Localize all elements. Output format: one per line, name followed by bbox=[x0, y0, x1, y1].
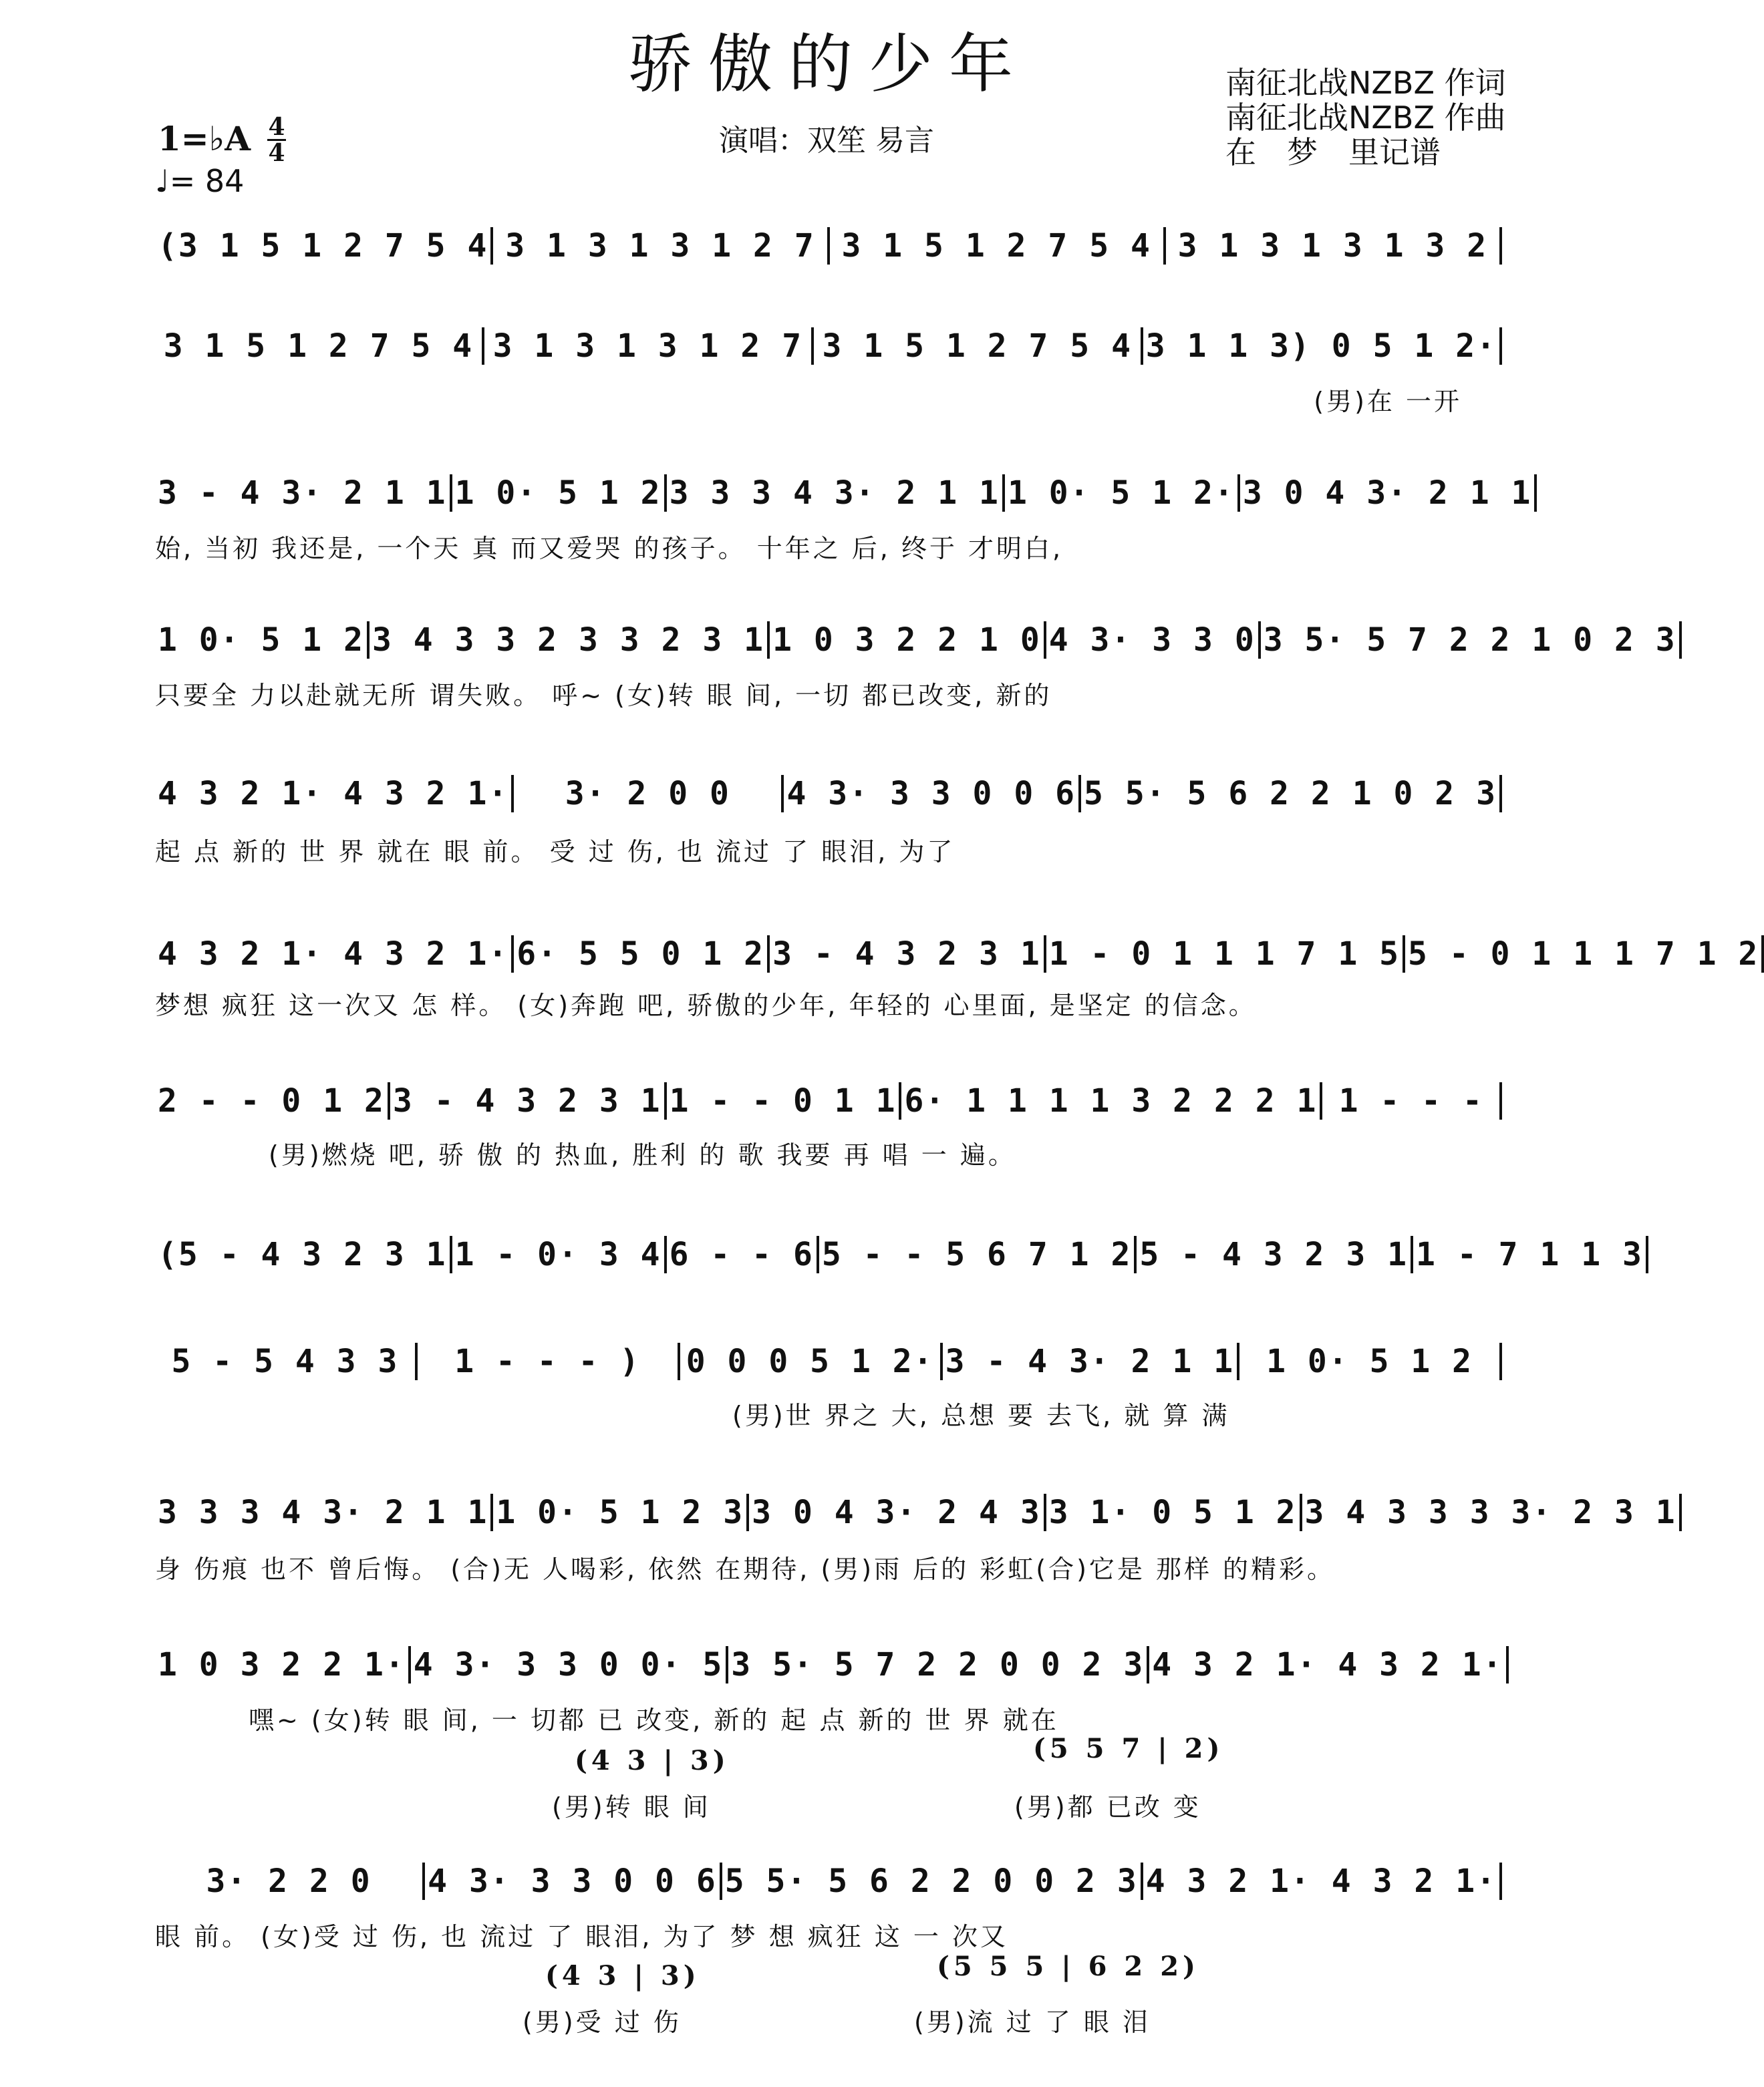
measure: 1 0· 5 1 2 bbox=[155, 621, 370, 659]
harmony-notes: (4 3 | 3) bbox=[545, 1960, 700, 1991]
staff-system-12 bbox=[155, 1863, 1502, 1900]
staff-system-8 bbox=[155, 1236, 1643, 1273]
lyricist-credit: 南征北战NZBZ 作词 bbox=[1225, 65, 1506, 101]
measure: 1 0 3 2 2 1 0 bbox=[770, 621, 1046, 659]
measure: 6· 5 5 0 1 2 bbox=[514, 935, 770, 973]
measure: 6 - - 6 bbox=[667, 1236, 819, 1273]
staff-system-4 bbox=[155, 621, 1676, 659]
measure: 4 3 2 1· 4 3 2 1· bbox=[1143, 1863, 1502, 1900]
measure: 3 3 3 4 3· 2 1 1 bbox=[155, 1494, 493, 1531]
lyric-line-11: 嘿~ (女)转 眼 间, 一 切都 已 改变, 新的 起 点 新的 世 界 就在 bbox=[249, 1706, 1059, 1735]
lyric-line-4: 只要全 力以赴就无所 谓失败。 呼~ (女)转 眼 间, 一切 都已改变, 新的 bbox=[155, 681, 1052, 710]
lyric-line-12: 眼 前。 (女)受 过 伤, 也 流过 了 眼泪, 为了 梦 想 疯狂 这 一 次又 bbox=[155, 1922, 1008, 1951]
measure: 4 3 2 1· 4 3 2 1· bbox=[155, 775, 514, 812]
measure: 5 - - 5 6 7 1 2 bbox=[819, 1236, 1137, 1273]
lyric-line-9: (男)世 界之 大, 总想 要 去飞, 就 算 满 bbox=[732, 1401, 1230, 1430]
staff-system-3 bbox=[155, 474, 1532, 512]
performers: 演唱：双笙 易言 bbox=[719, 124, 934, 158]
lyric-line-3: 始, 当初 我还是, 一个天 真 而又爱哭 的孩子。 十年之 后, 终于 才明白, bbox=[155, 534, 1064, 563]
tempo-marking: ♩= 84 bbox=[155, 163, 245, 199]
measure: 3 1 3 1 3 1 3 2 bbox=[1166, 227, 1502, 265]
measure: 3 0 4 3· 2 1 1 bbox=[1240, 474, 1537, 512]
measure: 3 - 4 3 2 3 1 bbox=[390, 1082, 667, 1120]
measure: 1 0 3 2 2 1· bbox=[155, 1646, 411, 1683]
measure: (3 1 5 1 2 7 5 4 bbox=[155, 227, 493, 265]
measure: 5 5· 5 6 2 2 0 0 2 3 bbox=[722, 1863, 1143, 1900]
measure: 3 4 3 3 2 3 3 2 3 1 bbox=[370, 621, 770, 659]
harmony-lyric: (男)受 过 伤 bbox=[523, 2008, 682, 2037]
measure: 4 3· 3 3 0 0· 5 bbox=[411, 1646, 728, 1683]
measure: 1 - 0 1 1 1 7 1 5 bbox=[1046, 935, 1405, 973]
measure: 6· 1 1 1 1 3 2 2 2 1 bbox=[901, 1082, 1322, 1120]
measure: 3 5· 5 7 2 2 1 0 2 3 bbox=[1261, 621, 1682, 659]
measure: 4 3· 3 3 0 0 6 bbox=[784, 775, 1081, 812]
staff-system-5 bbox=[155, 775, 1502, 812]
time-signature-top: 4 bbox=[268, 113, 285, 141]
harmony-lyric: (男)转 眼 间 bbox=[552, 1792, 711, 1822]
staff-system-11 bbox=[155, 1646, 1502, 1683]
lyric-line-2: (男)在 一开 bbox=[1314, 387, 1462, 416]
measure: 3 1 3 1 3 1 2 7 bbox=[493, 227, 829, 265]
lyric-line-7: (男)燃烧 吧, 骄 傲 的 热血, 胜利 的 歌 我要 再 唱 一 遍。 bbox=[269, 1140, 1016, 1170]
composer-credit: 南征北战NZBZ 作曲 bbox=[1225, 100, 1506, 136]
time-signature bbox=[267, 115, 286, 165]
transcriber-credit: 在 梦 里记谱 bbox=[1225, 134, 1441, 170]
measure: 1 - - - bbox=[1322, 1082, 1502, 1120]
lyric-line-5: 起 点 新的 世 界 就在 眼 前。 受 过 伤, 也 流过 了 眼泪, 为了 bbox=[155, 837, 956, 866]
measure: 3 - 4 3· 2 1 1 bbox=[155, 474, 452, 512]
measure: 3 1 1 3) 0 5 1 2· bbox=[1143, 327, 1502, 365]
measure: 1 0· 5 1 2 bbox=[1239, 1343, 1502, 1380]
measure: 5 - 4 3 2 3 1 bbox=[1137, 1236, 1413, 1273]
key-signature: 1=♭A bbox=[158, 119, 251, 158]
measure: (5 - 4 3 2 3 1 bbox=[155, 1236, 452, 1273]
measure: 3 1· 0 5 1 2 bbox=[1046, 1494, 1302, 1531]
measure: 4 3· 3 3 0 0 6 bbox=[425, 1863, 722, 1900]
measure: 4 3 2 1· 4 3 2 1· bbox=[155, 935, 514, 973]
lyric-line-10: 身 伤痕 也不 曾后悔。 (合)无 人喝彩, 依然 在期待, (男)雨 后的 彩虹(合)它是 那样 的精彩。 bbox=[155, 1555, 1336, 1584]
staff-system-2 bbox=[155, 327, 1502, 365]
measure: 3 0 4 3· 2 4 3 bbox=[749, 1494, 1046, 1531]
staff-system-7 bbox=[155, 1082, 1502, 1120]
staff-system-10 bbox=[155, 1494, 1676, 1531]
measure: 1 - 7 1 1 3 bbox=[1413, 1236, 1648, 1273]
measure: 4 3 2 1· 4 3 2 1· bbox=[1149, 1646, 1508, 1683]
measure: 2 - - 0 1 2 bbox=[155, 1082, 390, 1120]
song-title: 骄傲的少年 bbox=[628, 27, 1029, 102]
staff-system-9 bbox=[155, 1343, 1502, 1380]
measure: 5 - 5 4 3 3 bbox=[155, 1343, 418, 1380]
measure: 5 - 0 1 1 1 7 1 2 bbox=[1405, 935, 1764, 973]
lyric-line-6: 梦想 疯狂 这一次又 怎 样。 (女)奔跑 吧, 骄傲的少年, 年轻的 心里面, 是坚定 的信念。 bbox=[155, 991, 1257, 1020]
measure: 3· 2 0 0 bbox=[514, 775, 784, 812]
measure: 3 5· 5 7 2 2 0 0 2 3 bbox=[728, 1646, 1149, 1683]
measure: 3 - 4 3· 2 1 1 bbox=[943, 1343, 1240, 1380]
measure: 3 1 5 1 2 7 5 4 bbox=[155, 327, 484, 365]
measure: 1 - 0· 3 4 bbox=[452, 1236, 667, 1273]
measure: 3· 2 2 0 bbox=[155, 1863, 425, 1900]
harmony-notes: (5 5 5 | 6 2 2) bbox=[937, 1951, 1199, 1982]
measure: 3 1 3 1 3 1 2 7 bbox=[484, 327, 814, 365]
measure: 3 3 3 4 3· 2 1 1 bbox=[667, 474, 1005, 512]
harmony-notes: (5 5 7 | 2) bbox=[1033, 1733, 1224, 1764]
harmony-lyric: (男)都 已改 变 bbox=[1014, 1792, 1201, 1822]
harmony-lyric: (男)流 过 了 眼 泪 bbox=[914, 2008, 1151, 2037]
measure: 1 0· 5 1 2· bbox=[1005, 474, 1240, 512]
measure: 1 0· 5 1 2 bbox=[452, 474, 667, 512]
staff-system-6 bbox=[155, 935, 1759, 973]
time-signature-bottom: 4 bbox=[268, 139, 285, 167]
measure: 4 3· 3 3 0 bbox=[1046, 621, 1261, 659]
measure: 0 0 0 5 1 2· bbox=[680, 1343, 943, 1380]
measure: 3 1 5 1 2 7 5 4 bbox=[830, 227, 1166, 265]
staff-system-1 bbox=[155, 227, 1502, 265]
measure: 1 - - 0 1 1 bbox=[667, 1082, 902, 1120]
measure: 5 5· 5 6 2 2 1 0 2 3 bbox=[1081, 775, 1502, 812]
measure: 1 - - - ) bbox=[418, 1343, 680, 1380]
harmony-notes: (4 3 | 3) bbox=[575, 1745, 730, 1776]
measure: 3 4 3 3 3 3· 2 3 1 bbox=[1302, 1494, 1682, 1531]
measure: 1 0· 5 1 2 3 bbox=[493, 1494, 749, 1531]
measure: 3 1 5 1 2 7 5 4 bbox=[814, 327, 1143, 365]
measure: 3 - 4 3 2 3 1 bbox=[770, 935, 1046, 973]
